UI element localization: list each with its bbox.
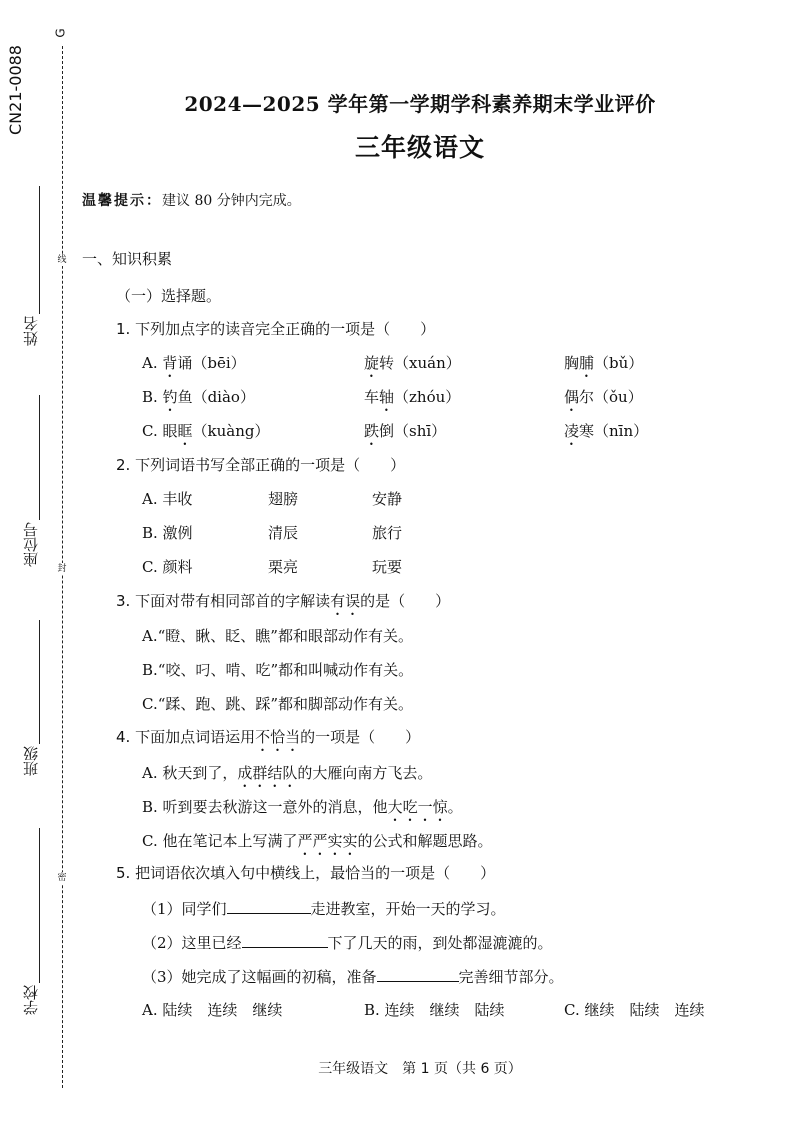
q1-opt-c2: 跌倒（shī） <box>364 422 447 440</box>
q4-opt-b: B. 听到要去秋游这一意外的消息，他大吃一惊。 <box>142 798 463 816</box>
q3-opt-a: A.“瞪、瞅、眨、瞧”都和眼部动作有关。 <box>142 627 413 645</box>
q4-opt-a: A. 秋天到了，成群结队的大雁向南方飞去。 <box>142 764 433 782</box>
q4-stem: 4. 下面加点词语运用不恰当的一项是（ ） <box>116 728 421 746</box>
q5-blank-3[interactable] <box>377 965 459 982</box>
class-label: 班级 <box>22 746 40 776</box>
q2-opt-a2: 翅膀 <box>268 490 299 508</box>
cut-word-seal: 封 <box>55 563 69 575</box>
q5-opt-c: C. 继续 陆续 连续 <box>564 1001 705 1019</box>
exam-title: 2024—2025 学年第一学期学科素养期末学业评价 <box>184 92 656 116</box>
q2-opt-b3: 旅行 <box>372 524 403 542</box>
q2-opt-b1: B. 激例 <box>142 524 193 542</box>
q2-opt-a3: 安静 <box>372 490 403 508</box>
name-line <box>39 186 40 314</box>
q1-opt-b1: B. 钓鱼（diào） <box>142 388 255 406</box>
q1-opt-b2: 车轴（zhóu） <box>364 388 461 406</box>
q2-opt-c2: 栗亮 <box>268 558 299 576</box>
tip-label: 温馨提示： <box>82 193 162 209</box>
q5-opt-a: A. 陆续 连续 继续 <box>142 1001 283 1019</box>
name-label: 姓名 <box>22 316 40 346</box>
school-line <box>39 828 40 983</box>
q1-opt-a2: 旋转（xuán） <box>364 354 461 372</box>
seat-line <box>39 395 40 520</box>
school-label: 学校 <box>22 985 40 1015</box>
q3-stem: 3. 下面对带有相同部首的字解读有误的是（ ） <box>116 592 451 610</box>
q4-opt-c: C. 他在笔记本上写满了严严实实的公式和解题思路。 <box>142 832 493 850</box>
q1-opt-a3: 胸脯（bǔ） <box>564 354 644 372</box>
q5-blank-1[interactable] <box>227 897 311 914</box>
q2-opt-c1: C. 颜料 <box>142 558 193 576</box>
subject-title: 三年级语文 <box>354 133 485 162</box>
q5-blank-2[interactable] <box>242 931 328 948</box>
seat-label: 座位号 <box>22 522 40 567</box>
q5-line-2: （2）这里已经 下了几天的雨，到处都湿漉漉的。 <box>142 931 553 953</box>
q5-opt-b: B. 连续 继续 陆续 <box>364 1001 505 1019</box>
q5-line-1: （1）同学们 走进教室，开始一天的学习。 <box>142 897 506 919</box>
q1-opt-b3: 偶尔（ǒu） <box>564 388 643 406</box>
q2-opt-a1: A. 丰收 <box>142 490 193 508</box>
q2-opt-b2: 清辰 <box>268 524 299 542</box>
q3-opt-b: B.“咬、叼、啃、吃”都和叫喊动作有关。 <box>142 661 414 679</box>
q1-opt-c1: C. 眼眶（kuàng） <box>142 422 270 440</box>
q2-opt-c3: 玩要 <box>372 558 403 576</box>
q5-line-3: （3）她完成了这幅画的初稿，准备 完善细节部分。 <box>142 965 564 987</box>
q1-opt-a1: A. 背诵（bēi） <box>142 354 246 372</box>
q5-stem: 5. 把词语依次填入句中横线上，最恰当的一项是（ ） <box>116 864 496 882</box>
q2-stem: 2. 下列词语书写全部正确的一项是（ ） <box>116 456 406 474</box>
q3-opt-c: C.“蹂、跑、跳、踩”都和脚部动作有关。 <box>142 695 414 713</box>
g-mark: G <box>53 28 68 38</box>
q1-stem: 1. 下列加点字的读音完全正确的一项是（ ） <box>116 320 436 338</box>
cut-word-line: 线 <box>55 254 69 266</box>
tip-text: 建议 80 分钟内完成。 <box>162 193 301 209</box>
class-line <box>39 620 40 744</box>
tip <box>82 190 301 210</box>
section-title: 一、知识积累 <box>82 250 173 268</box>
paper-code: CN21-0088 <box>6 45 25 135</box>
page-footer: 三年级语文 第 1 页（共 6 页） <box>318 1061 522 1077</box>
q1-opt-c3: 凌寒（nīn） <box>564 422 649 440</box>
subsection-title: （一）选择题。 <box>116 287 222 305</box>
cut-word-secret: 密 <box>55 872 69 884</box>
